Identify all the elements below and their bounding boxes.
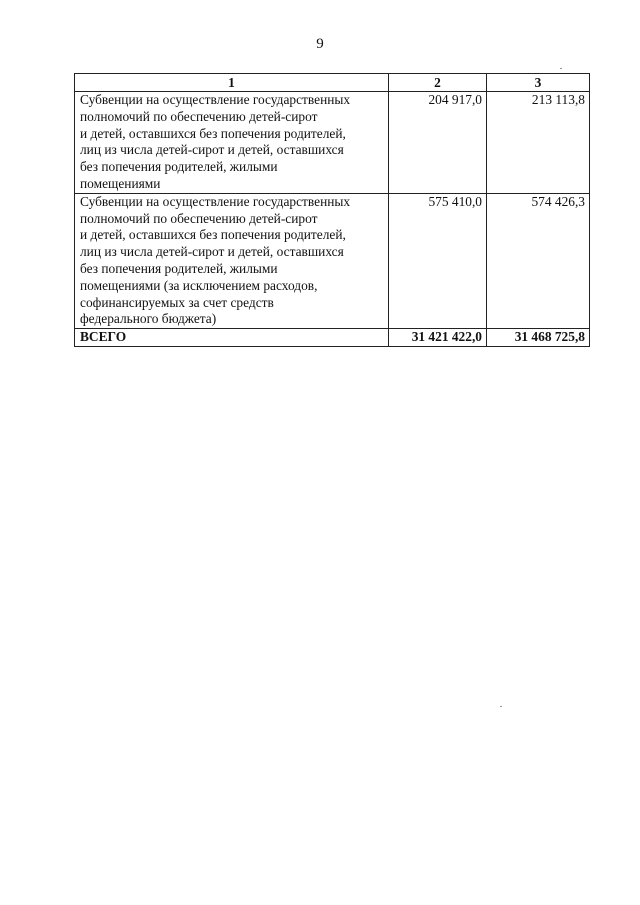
row-description: Субвенции на осуществление государственных полномочий по обеспечению детей-сирот и детей, оставшихся без попечения родителей, лиц из числа детей-сирот и детей, оставшихся без попечения родителей, жилыми помещениями (за исключением расходов, софинансируемых за счет средств федерального бюджета) (75, 193, 389, 328)
table-header-row (75, 74, 590, 92)
scan-speck (560, 68, 562, 69)
row-value-col3: 574 426,3 (487, 193, 590, 328)
column-header-2: 2 (389, 74, 487, 92)
row-value-col2: 204 917,0 (389, 92, 487, 194)
row-description: Субвенции на осуществление государственных полномочий по обеспечению детей-сирот и детей, оставшихся без попечения родителей, лиц из числа детей-сирот и детей, оставшихся без попечения родителей, жилыми помещениями (75, 92, 389, 194)
column-header-1: 1 (75, 74, 389, 92)
table-row (75, 92, 590, 194)
total-row (75, 329, 590, 347)
row-value-col3: 213 113,8 (487, 92, 590, 194)
row-value-col2: 575 410,0 (389, 193, 487, 328)
page-number: 9 (316, 36, 324, 52)
column-header-3: 3 (487, 74, 590, 92)
scan-speck (500, 706, 502, 707)
total-value-col2: 31 421 422,0 (389, 329, 487, 347)
total-label: ВСЕГО (75, 329, 389, 347)
table-row (75, 193, 590, 328)
total-value-col3: 31 468 725,8 (487, 329, 590, 347)
budget-table (74, 73, 590, 347)
